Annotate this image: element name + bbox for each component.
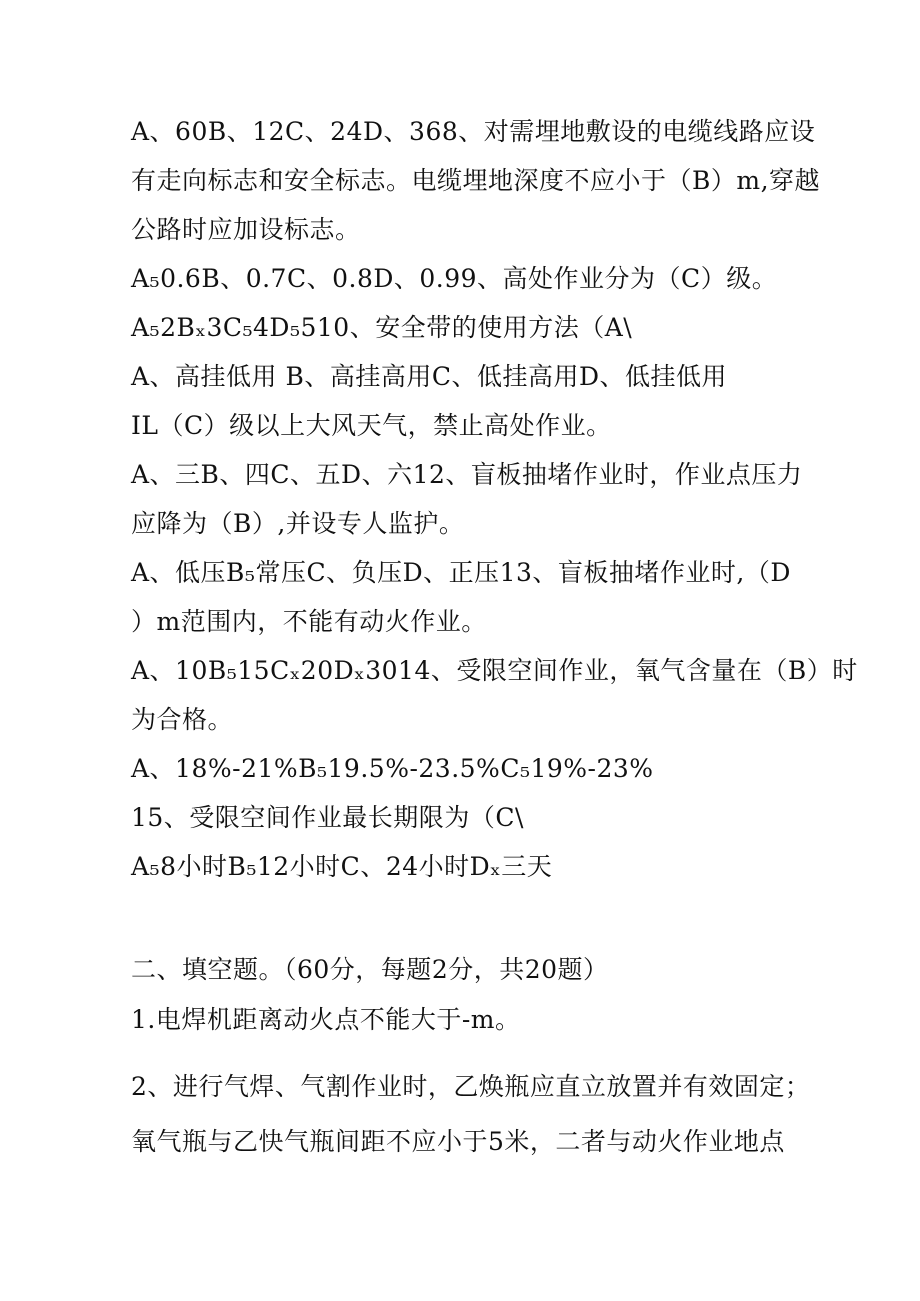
text-line-12: A、10B₅15Cₓ20Dₓ3014、受限空间作业，氧气含量在（B）时 — [131, 656, 858, 685]
text-line-20: 氧气瓶与乙快气瓶间距不应小于5米，二者与动火作业地点 — [131, 1127, 785, 1156]
section-heading: 二、填空题。（60分，每题2分，共20题） — [131, 955, 609, 984]
text-line-3: 公路时应加设标志。 — [131, 215, 361, 244]
text-line-6: A、高挂低用 B、高挂高用C、低挂高用D、低挂低用 — [131, 362, 728, 391]
text-line-10: A、低压B₅常压C、负压D、正压13、盲板抽堵作业时,（D — [131, 558, 791, 587]
text-line-5: A₅2Bₓ3C₅4D₅510、安全带的使用方法（A\ — [131, 313, 633, 342]
text-line-4: A₅0.6B、0.7C、0.8D、0.99、高处作业分为（C）级。 — [131, 264, 778, 293]
text-line-19: 2、进行气焊、气割作业时，乙焕瓶应直立放置并有效固定； — [131, 1072, 811, 1101]
text-line-18: 1.电焊机距离动火点不能大于-m。 — [131, 1005, 521, 1034]
text-line-11: ）m范围内，不能有动火作业。 — [131, 607, 487, 636]
text-line-13: 为合格。 — [131, 705, 234, 734]
text-line-7: IL（C）级以上大风天气，禁止高处作业。 — [131, 411, 612, 440]
text-line-1: A、60B、12C、24D、368、对需埋地敷设的电缆线路应设 — [131, 117, 816, 146]
text-line-8: A、三B、四C、五D、六12、盲板抽堵作业时，作业点压力 — [131, 460, 803, 489]
text-line-9: 应降为（B）,并设专人监护。 — [131, 509, 465, 538]
text-line-15: 15、受限空间作业最长期限为（C\ — [131, 803, 524, 832]
text-line-14: A、18%-21%B₅19.5%-23.5%C₅19%-23% — [131, 754, 654, 783]
text-line-16: A₅8小时B₅12小时C、24小时Dₓ三天 — [131, 852, 553, 881]
text-line-2: 有走向标志和安全标志。电缆埋地深度不应小于（B）m,穿越 — [131, 166, 821, 195]
